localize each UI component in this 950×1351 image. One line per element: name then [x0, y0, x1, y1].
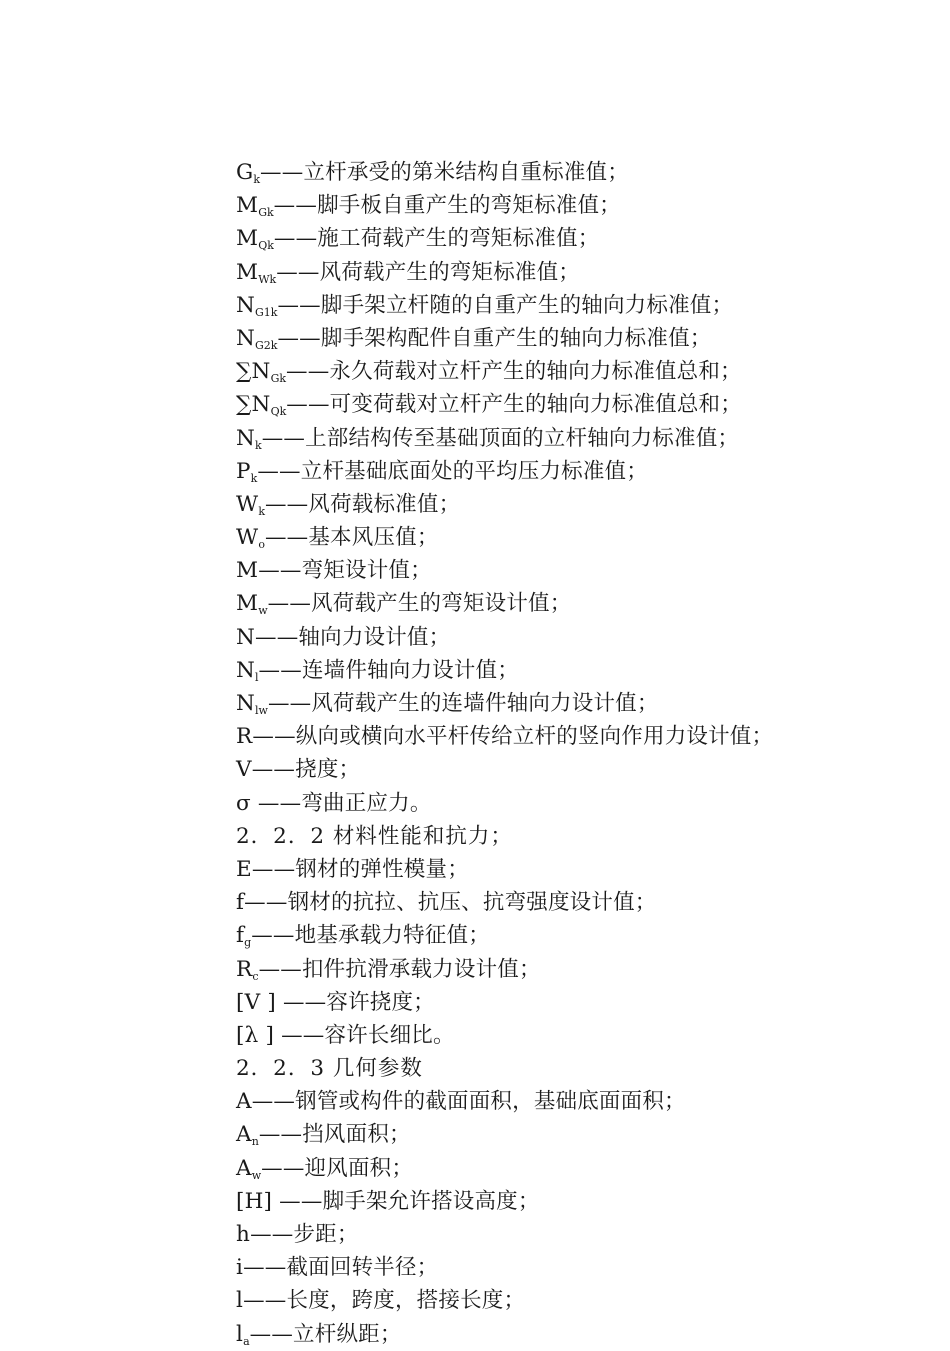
definition-text: ——弯矩设计值；: [258, 558, 432, 584]
symbol-subscript: k: [258, 504, 265, 518]
symbol-definition-line: [236, 222, 926, 255]
definition-text: ——扣件抗滑承载力设计值；: [258, 956, 541, 982]
symbol: N: [236, 425, 256, 451]
definition-text: ——基本风压值；: [264, 525, 439, 551]
symbol-definition-line: [236, 554, 926, 587]
symbol: W: [236, 525, 259, 551]
symbol: N: [236, 624, 256, 650]
symbol: A: [236, 1155, 252, 1181]
definition-text: ——立杆承受的第米结构自重标准值；: [260, 160, 629, 185]
symbol: A: [236, 1122, 252, 1148]
symbol-definition-line: [236, 753, 926, 786]
symbol-definition-line: [236, 587, 926, 620]
symbol-definition-line: [236, 521, 926, 554]
definition-text: ——弯曲正应力。: [250, 790, 432, 816]
symbol-definition-line: [236, 953, 926, 986]
symbol: l: [236, 1321, 244, 1347]
symbol-definition-line: [236, 1284, 926, 1317]
symbol-definition-line: [236, 488, 926, 521]
symbol: h: [236, 1222, 251, 1247]
symbol-subscript: o: [258, 538, 265, 552]
symbol-definition-line: [236, 156, 926, 189]
symbol-definition-line: [236, 355, 926, 388]
symbol-subscript: Qk: [270, 405, 287, 419]
definition-text: ——迎风面积；: [261, 1155, 414, 1181]
symbol-definition-line: [236, 1185, 926, 1218]
symbol-definition-line: [236, 986, 926, 1019]
definition-text: ——轴向力设计值；: [255, 624, 451, 650]
symbol: l: [236, 1288, 244, 1314]
definition-text: ——容许挠度；: [275, 989, 435, 1015]
symbol: M: [236, 226, 259, 252]
definition-text: ——上部结构传至基础顶面的立杆轴向力标准值；: [261, 425, 740, 451]
symbol: R: [236, 724, 253, 750]
symbol-definition-line: [236, 1218, 926, 1251]
symbol-definition-line: [236, 1152, 926, 1185]
symbol-subscript: Qk: [258, 239, 274, 253]
symbol: [λ ]: [236, 1022, 275, 1048]
definition-text: ——连墙件轴向力设计值；: [258, 657, 519, 683]
symbol: N: [236, 325, 256, 351]
definition-text: ——脚手架允许搭设高度；: [272, 1188, 540, 1214]
symbol: i: [236, 1255, 244, 1281]
definition-text: ——钢管或构件的截面面积，基础底面面积；: [251, 1089, 686, 1115]
definition-text: ——钢材的弹性模量；: [251, 856, 469, 882]
symbol: ∑N: [236, 392, 271, 418]
definition-text: ——施工荷载产生的弯矩标准值；: [273, 226, 600, 252]
definition-text: ——风荷载标准值；: [264, 491, 461, 517]
symbol: M: [236, 591, 259, 617]
symbol-definition-line: [236, 1251, 926, 1284]
symbol-subscript: k: [253, 173, 261, 186]
symbol: N: [236, 657, 256, 683]
symbol: A: [236, 1089, 252, 1115]
definition-text: ——风荷载产生的连墙件轴向力设计值；: [267, 691, 659, 716]
definition-text: ——永久荷载对立杆产生的轴向力标准值总和；: [286, 359, 742, 385]
symbol-definition-line: [236, 1118, 926, 1151]
section-heading: [236, 1052, 926, 1085]
definition-text: ——容许长细比。: [274, 1022, 455, 1048]
symbol: M: [236, 193, 259, 219]
symbol-subscript: a: [243, 1334, 250, 1348]
symbol: M: [236, 558, 259, 584]
symbol-definition-line: [236, 621, 926, 654]
symbol-subscript: g: [244, 936, 252, 950]
symbol-definition-line: [236, 455, 926, 488]
definition-text: ——挡风面积；: [258, 1122, 411, 1148]
symbol: σ: [236, 790, 251, 816]
definition-text: ——脚手板自重产生的弯矩标准值；: [273, 193, 621, 219]
symbol-definition-line: [236, 322, 926, 355]
section-heading: [236, 820, 926, 853]
definition-text: ——步距；: [250, 1222, 359, 1247]
definition-text: ——脚手架立杆随的自重产生的轴向力标准值；: [277, 292, 734, 318]
symbol: W: [236, 491, 259, 517]
section-heading-text: 2．2．2 材料性能和抗力；: [236, 823, 513, 849]
symbol-subscript: w: [258, 604, 268, 618]
symbol-definition-line: [236, 1019, 926, 1052]
symbol: N: [236, 292, 256, 318]
symbol: E: [236, 856, 252, 882]
symbol-definition-line: [236, 422, 926, 455]
symbol: V: [236, 757, 252, 783]
definition-text: ——长度，跨度，搭接长度；: [243, 1288, 526, 1314]
definition-text: ——立杆基础底面处的平均压力标准值；: [257, 458, 648, 484]
definition-text: ——挠度；: [251, 757, 361, 783]
symbol-definition-line: [236, 853, 926, 886]
symbol-subscript: Wk: [258, 272, 277, 286]
symbol-definition-line: [236, 289, 926, 322]
symbol: G: [236, 160, 254, 185]
definition-text: ——风荷载产生的弯矩设计值；: [267, 591, 572, 617]
symbol-subscript: l: [255, 670, 259, 684]
symbol-subscript: n: [251, 1135, 259, 1149]
symbol-subscript: G1k: [255, 305, 278, 319]
symbol-subscript: c: [252, 969, 259, 983]
symbol-subscript: Gk: [258, 206, 274, 220]
symbol-definition-line: [236, 787, 926, 820]
symbol-subscript: k: [255, 438, 262, 452]
definition-text: ——脚手架构配件自重产生的轴向力标准值；: [277, 325, 712, 351]
symbol-definition-line: [236, 256, 926, 289]
symbol-definition-line: [236, 388, 926, 421]
symbol: [H]: [236, 1188, 273, 1214]
definition-text: ——立杆纵距；: [249, 1321, 402, 1347]
symbol-definition-line: [236, 189, 926, 222]
symbol-subscript: lw: [255, 704, 268, 717]
symbol-subscript: Gk: [270, 372, 287, 386]
symbol: P: [236, 458, 251, 484]
symbol: f: [236, 923, 245, 949]
symbol: f: [236, 890, 245, 916]
symbol: M: [236, 259, 259, 285]
symbol-subscript: k: [250, 471, 258, 485]
symbol-subscript: w: [251, 1168, 262, 1182]
symbol-definition-line: [236, 654, 926, 687]
definition-text: ——地基承载力特征值；: [251, 923, 490, 949]
section-heading-text: 2．2．3 几何参数: [236, 1056, 423, 1082]
symbol-definition-line: [236, 886, 926, 919]
definition-text: ——截面回转半径；: [243, 1255, 439, 1281]
symbol-definition-line: [236, 1318, 926, 1351]
symbol: R: [236, 956, 253, 982]
symbol-definition-line: [236, 919, 926, 952]
symbol-definition-line: [236, 720, 926, 753]
symbol: ∑N: [236, 359, 271, 385]
symbol: [V ]: [236, 989, 276, 1015]
definition-text: ——钢材的抗拉、抗压、抗弯强度设计值；: [244, 890, 657, 916]
definition-text: ——纵向或横向水平杆传给立杆的竖向作用力设计值；: [252, 724, 774, 750]
symbol-definition-list: [236, 156, 926, 1351]
symbol-definition-line: [236, 1085, 926, 1118]
symbol-definition-line: [236, 687, 926, 720]
symbol-subscript: G2k: [255, 338, 278, 352]
definition-text: ——风荷载产生的弯矩标准值；: [276, 259, 581, 285]
symbol: N: [236, 691, 256, 716]
definition-text: ——可变荷载对立杆产生的轴向力标准值总和；: [286, 392, 742, 418]
